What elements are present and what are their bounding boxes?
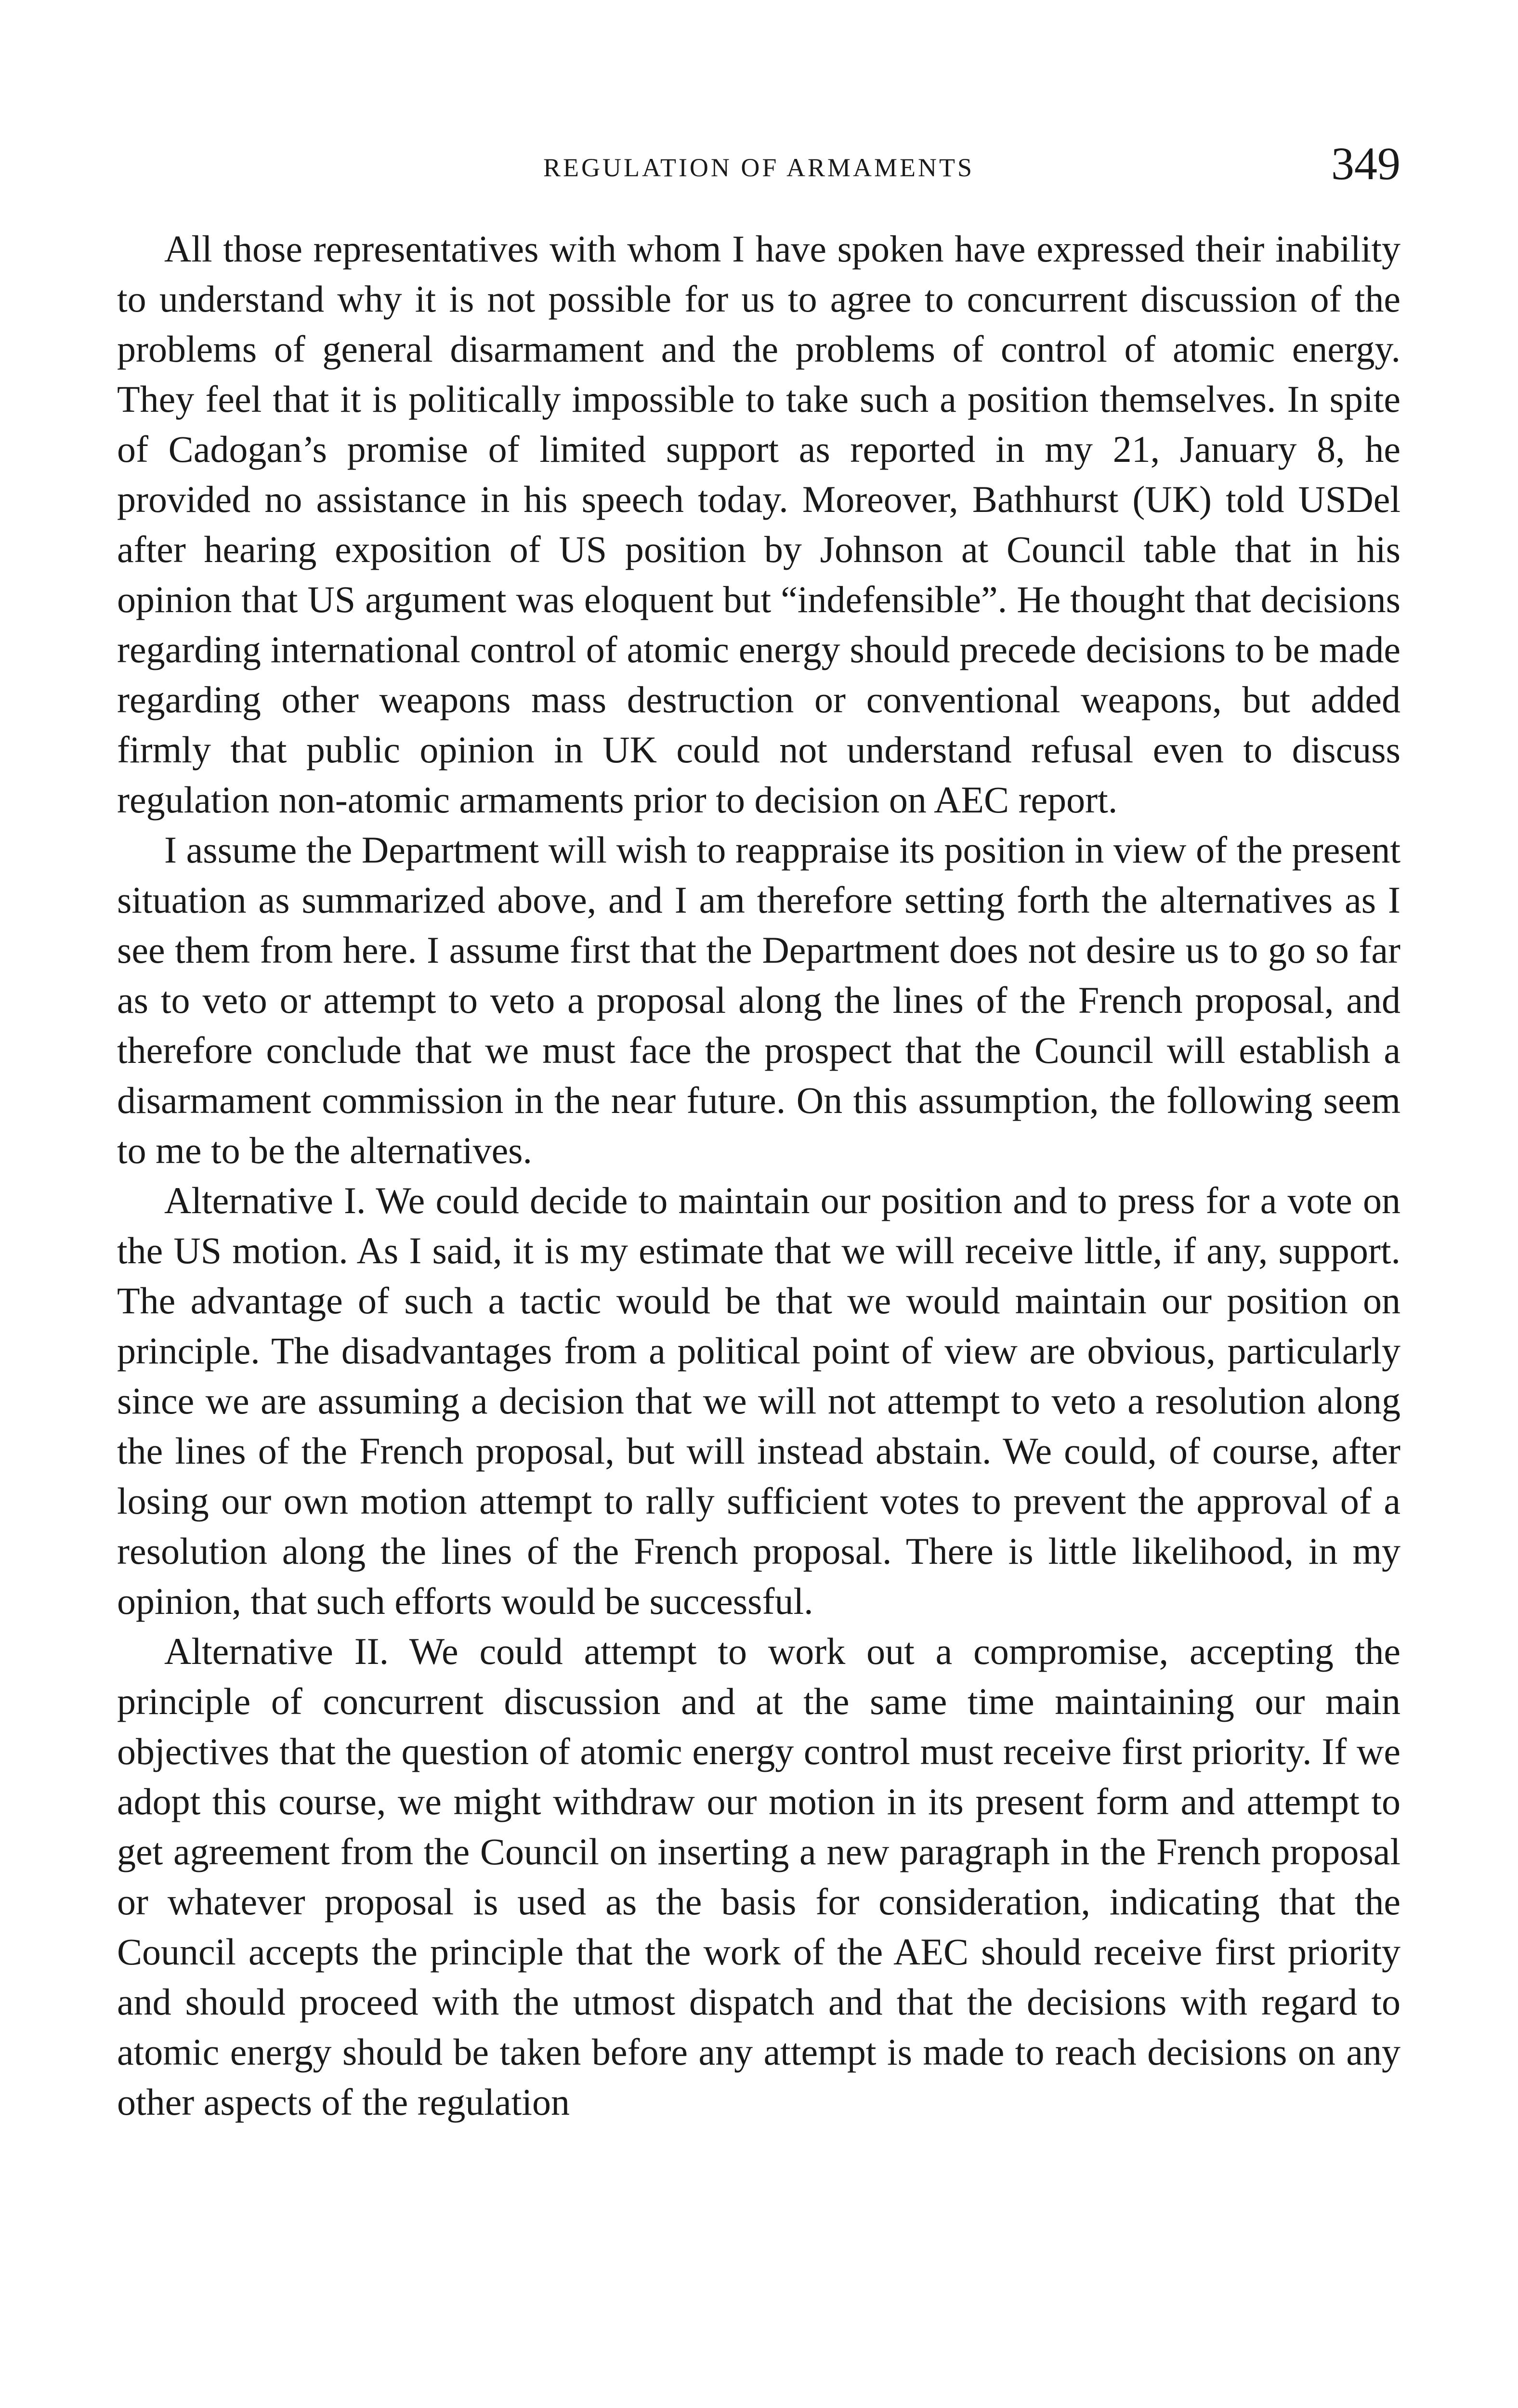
running-head (117, 140, 1400, 193)
body-text (117, 224, 1400, 2127)
running-title: REGULATION OF ARMAMENTS (543, 153, 975, 182)
paragraph-2: I assume the Department will wish to reappraise its position in view of the present situation as summarized above, and I am therefore setting forth the alternatives as I see them from here. I assume first that the Department does not desire us to go so far as to veto or attempt to veto a proposal along the lines of the French proposal, and therefore conclude that we must face the prospect that the Council will establish a disarmament commission in the near future. On this assumption, the following seem to me to be the alternatives. (117, 829, 1400, 1171)
page-number: 349 (1331, 138, 1400, 189)
paragraph-1: All those representatives with whom I have spoken have expressed their inability to understand why it is not possible for us to agree to concurrent discussion of the problems of general disarmament and the problems of control of atomic energy. They feel that it is politically impossible to take such a position themselves. In spite of Cadogan’s promise of limited support as reported in my 21, January 8, he provided no assistance in his speech today. Moreover, Bathhurst (UK) told USDel after hearing exposition of US position by Johnson at Council table that in his opinion that US argument was eloquent but “indefensible”. He thought that decisions regarding international control of atomic energy should precede decisions to be made regarding other weapons mass destruction or conventional weapons, but added firmly that public opinion in UK could not understand refusal even to discuss regulation non-atomic armaments prior to decision on AEC report. (117, 228, 1400, 821)
paragraph-3: Alternative I. We could decide to maintain our position and to press for a vote on the US motion. As I said, it is my estimate that we will receive little, if any, support. The advantage of such a tactic would be that we would maintain our position on principle. The disadvantages from a political point of view are obvious, particularly since we are assuming a decision that we will not attempt to veto a resolution along the lines of the French proposal, but will instead abstain. We could, of course, after losing our own motion attempt to rally sufficient votes to prevent the approval of a resolution along the lines of the French proposal. There is little likelihood, in my opinion, that such efforts would be successful. (117, 1179, 1400, 1622)
paragraph-4: Alternative II. We could attempt to work out a compromise, accepting the principle of concurrent discussion and at the same time maintaining our main objectives that the question of atomic energy control must receive first priority. If we adopt this course, we might withdraw our motion in its present form and attempt to get agreement from the Council on inserting a new paragraph in the French proposal or whatever proposal is used as the basis for consideration, indicating that the Council accepts the principle that the work of the AEC should receive first priority and should proceed with the utmost dispatch and that the decisions with regard to atomic energy should be taken before any attempt is made to reach decisions on any other aspects of the regulation (117, 1630, 1400, 2123)
